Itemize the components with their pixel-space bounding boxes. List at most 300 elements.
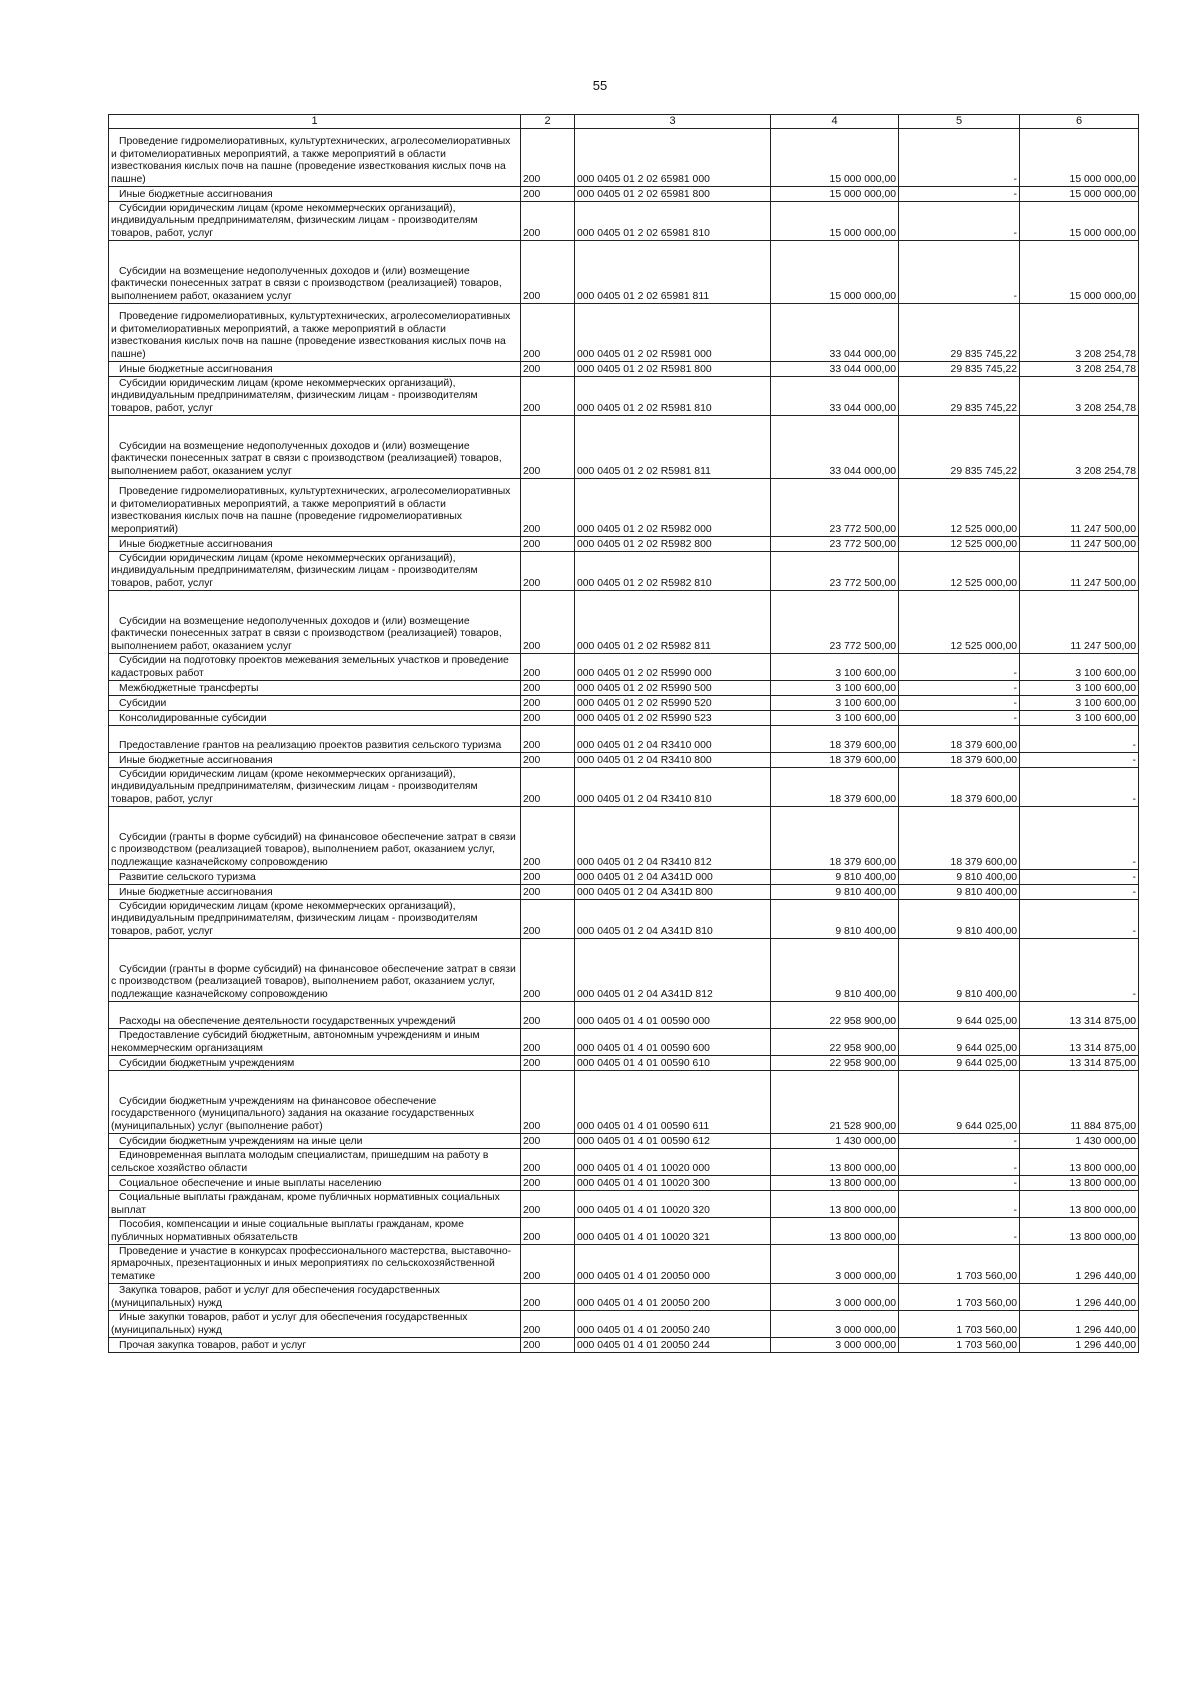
row-approved-amount: 9 810 400,00 [771,870,899,885]
row-description-text: Субсидии (гранты в форме субсидий) на финансовое обеспечение затрат в связи с производством (реализацией товаров), выполнением работ, оказанием услуг, подлежащие казначейскому сопровождению [111,963,516,1000]
row-code: 200 [521,1002,575,1029]
row-executed-amount: - [899,129,1020,187]
row-description [109,726,521,753]
row-code: 200 [521,1311,575,1338]
row-description-text: Развитие сельского туризма [119,871,256,883]
row-description-text: Единовременная выплата молодым специалистам, пришедшим на работу в сельское хозяйство области [111,1150,489,1174]
row-approved-amount: 23 772 500,00 [771,479,899,537]
row-description [109,696,521,711]
row-approved-amount: 13 800 000,00 [771,1191,899,1218]
page-number: 55 [592,78,608,93]
row-remaining-amount: 3 208 254,78 [1020,304,1139,362]
row-description [109,1149,521,1176]
row-approved-amount: 3 000 000,00 [771,1284,899,1311]
row-approved-amount: 23 772 500,00 [771,591,899,654]
row-executed-amount: - [899,187,1020,202]
table-row [109,1245,1139,1284]
row-executed-amount: - [899,1218,1020,1245]
row-budget-classification: 000 0405 01 2 02 R5990 000 [575,654,771,681]
row-description [109,129,521,187]
row-code: 200 [521,1056,575,1071]
row-code: 200 [521,416,575,479]
row-code: 200 [521,537,575,552]
row-remaining-amount: 1 296 440,00 [1020,1311,1139,1338]
row-remaining-amount: 11 247 500,00 [1020,479,1139,537]
row-code: 200 [521,591,575,654]
row-description [109,1245,521,1284]
row-executed-amount: 9 810 400,00 [899,900,1020,939]
row-remaining-amount: 11 247 500,00 [1020,591,1139,654]
row-approved-amount: 15 000 000,00 [771,187,899,202]
row-approved-amount: 3 100 600,00 [771,654,899,681]
row-budget-classification: 000 0405 01 2 02 R5990 523 [575,711,771,726]
row-remaining-amount: 11 247 500,00 [1020,537,1139,552]
row-description-text: Иные бюджетные ассигнования [119,886,273,898]
row-budget-classification: 000 0405 01 4 01 00590 611 [575,1071,771,1134]
row-executed-amount: 9 810 400,00 [899,939,1020,1002]
row-code: 200 [521,696,575,711]
row-description [109,1071,521,1134]
row-budget-classification: 000 0405 01 2 02 65981 811 [575,241,771,304]
row-budget-classification: 000 0405 01 2 04 А341D 000 [575,870,771,885]
row-executed-amount: - [899,711,1020,726]
row-code: 200 [521,870,575,885]
row-budget-classification: 000 0405 01 2 02 R5982 810 [575,552,771,591]
row-code: 200 [521,939,575,1002]
row-description [109,753,521,768]
row-description [109,654,521,681]
row-remaining-amount: 11 884 875,00 [1020,1071,1139,1134]
table-row [109,552,1139,591]
row-description-text: Социальное обеспечение и иные выплаты населению [119,1177,382,1189]
row-description-text: Субсидии бюджетным учреждениям [119,1057,295,1069]
row-remaining-amount: 3 208 254,78 [1020,362,1139,377]
table-row [109,187,1139,202]
row-executed-amount: 1 703 560,00 [899,1311,1020,1338]
row-executed-amount: 18 379 600,00 [899,753,1020,768]
row-remaining-amount: 13 800 000,00 [1020,1218,1139,1245]
row-code: 200 [521,753,575,768]
row-description-text: Субсидии на возмещение недополученных доходов и (или) возмещение фактически понесенных затрат в связи с производством (реализацией) товаров, выполнением работ, оказанием услуг [111,440,502,477]
row-remaining-amount: 15 000 000,00 [1020,241,1139,304]
row-executed-amount: - [899,654,1020,681]
row-description [109,187,521,202]
row-budget-classification: 000 0405 01 2 02 R5982 811 [575,591,771,654]
row-approved-amount: 21 528 900,00 [771,1071,899,1134]
row-code: 200 [521,900,575,939]
row-approved-amount: 15 000 000,00 [771,202,899,241]
row-description [109,552,521,591]
row-approved-amount: 18 379 600,00 [771,753,899,768]
row-approved-amount: 9 810 400,00 [771,885,899,900]
row-description [109,1134,521,1149]
row-budget-classification: 000 0405 01 2 02 R5981 800 [575,362,771,377]
row-code: 200 [521,1071,575,1134]
table-row [109,885,1139,900]
row-budget-classification: 000 0405 01 4 01 20050 244 [575,1338,771,1353]
row-executed-amount: 9 810 400,00 [899,870,1020,885]
row-approved-amount: 18 379 600,00 [771,807,899,870]
row-description [109,591,521,654]
table-row [109,1134,1139,1149]
row-budget-classification: 000 0405 01 4 01 20050 240 [575,1311,771,1338]
row-budget-classification: 000 0405 01 2 02 R5990 500 [575,681,771,696]
row-remaining-amount: 3 100 600,00 [1020,696,1139,711]
row-executed-amount: 9 644 025,00 [899,1071,1020,1134]
row-description-text: Прочая закупка товаров, работ и услуг [119,1339,307,1351]
row-code: 200 [521,1029,575,1056]
table-row [109,939,1139,1002]
budget-table [108,114,1139,1353]
row-approved-amount: 9 810 400,00 [771,900,899,939]
row-description-text: Межбюджетные трансферты [119,682,259,694]
table-row [109,1218,1139,1245]
row-description-text: Субсидии юридическим лицам (кроме некоммерческих организаций), индивидуальным предпринимателям, физическим лицам - производителям товаров, работ, услуг [111,377,478,414]
table-row [109,726,1139,753]
row-executed-amount: 9 810 400,00 [899,885,1020,900]
row-code: 200 [521,1176,575,1191]
row-description-text: Иные бюджетные ассигнования [119,538,273,550]
row-executed-amount: - [899,1134,1020,1149]
row-description-text: Проведение гидромелиоративных, культуртехнических, агролесомелиоративных и фитомелиоративных мероприятий, а также мероприятий в области известкования кислых почв на пашне (проведение гидромелиоративных мероприятий) [111,486,511,535]
table-row [109,681,1139,696]
row-description [109,711,521,726]
column-header: 4 [771,115,899,129]
row-remaining-amount: 3 100 600,00 [1020,654,1139,681]
row-budget-classification: 000 0405 01 4 01 10020 321 [575,1218,771,1245]
row-remaining-amount: 15 000 000,00 [1020,202,1139,241]
table-row [109,711,1139,726]
row-budget-classification: 000 0405 01 2 02 R5982 000 [575,479,771,537]
row-executed-amount: 18 379 600,00 [899,726,1020,753]
row-executed-amount: 12 525 000,00 [899,591,1020,654]
row-description-text: Субсидии юридическим лицам (кроме некоммерческих организаций), индивидуальным предпринимателям, физическим лицам - производителям товаров, работ, услуг [111,900,478,937]
row-approved-amount: 33 044 000,00 [771,416,899,479]
row-description-text: Субсидии юридическим лицам (кроме некоммерческих организаций), индивидуальным предпринимателям, физическим лицам - производителям товаров, работ, услуг [111,768,478,805]
row-code: 200 [521,377,575,416]
row-approved-amount: 33 044 000,00 [771,362,899,377]
table-row [109,591,1139,654]
row-description [109,1191,521,1218]
row-description-text: Проведение гидромелиоративных, культуртехнических, агролесомелиоративных и фитомелиоративных мероприятий, а также мероприятий в области известкования кислых почв на пашне (проведение известкования кислых почв на пашне) [111,136,511,185]
row-description [109,1311,521,1338]
row-executed-amount: - [899,681,1020,696]
row-code: 200 [521,1245,575,1284]
row-remaining-amount: - [1020,939,1139,1002]
row-budget-classification: 000 0405 01 2 04 R3410 800 [575,753,771,768]
row-description-text: Субсидии юридическим лицам (кроме некоммерческих организаций), индивидуальным предпринимателям, физическим лицам - производителям товаров, работ, услуг [111,552,478,589]
table-row [109,1002,1139,1029]
row-description-text: Субсидии бюджетным учреждениям на иные цели [119,1135,363,1147]
row-executed-amount: - [899,1191,1020,1218]
row-approved-amount: 18 379 600,00 [771,726,899,753]
row-remaining-amount: 1 430 000,00 [1020,1134,1139,1149]
row-approved-amount: 33 044 000,00 [771,377,899,416]
table-row [109,241,1139,304]
row-description-text: Субсидии юридическим лицам (кроме некоммерческих организаций), индивидуальным предпринимателям, физическим лицам - производителям товаров, работ, услуг [111,202,478,239]
row-description [109,537,521,552]
table-row [109,768,1139,807]
row-code: 200 [521,1284,575,1311]
row-budget-classification: 000 0405 01 2 04 R3410 810 [575,768,771,807]
row-description [109,304,521,362]
row-remaining-amount: - [1020,885,1139,900]
row-description [109,768,521,807]
row-description [109,1218,521,1245]
row-description-text: Иные бюджетные ассигнования [119,363,273,375]
row-code: 200 [521,187,575,202]
row-budget-classification: 000 0405 01 4 01 00590 612 [575,1134,771,1149]
row-executed-amount: 29 835 745,22 [899,362,1020,377]
row-description-text: Проведение и участие в конкурсах профессионального мастерства, выставочно-ярмарочных, презентационных и иных мероприятиях по сельскохозяйственной тематике [111,1245,512,1282]
row-executed-amount: 9 644 025,00 [899,1002,1020,1029]
row-remaining-amount: 15 000 000,00 [1020,129,1139,187]
row-description [109,1002,521,1029]
row-remaining-amount: 1 296 440,00 [1020,1245,1139,1284]
row-budget-classification: 000 0405 01 2 02 65981 810 [575,202,771,241]
row-description-text: Субсидии на подготовку проектов межевания земельных участков и проведение кадастровых работ [111,655,509,679]
row-description-text: Закупка товаров, работ и услуг для обеспечения государственных (муниципальных) нужд [111,1285,440,1309]
column-header: 6 [1020,115,1139,129]
row-description-text: Предоставление субсидий бюджетным, автономным учреждениям и иным некоммерческим организациям [111,1030,480,1054]
row-approved-amount: 23 772 500,00 [771,537,899,552]
row-budget-classification: 000 0405 01 4 01 00590 600 [575,1029,771,1056]
row-executed-amount: - [899,1149,1020,1176]
table-row [109,1191,1139,1218]
row-description [109,900,521,939]
row-approved-amount: 23 772 500,00 [771,552,899,591]
row-remaining-amount: 13 800 000,00 [1020,1191,1139,1218]
row-approved-amount: 3 100 600,00 [771,711,899,726]
row-description-text: Расходы на обеспечение деятельности государственных учреждений [119,1015,456,1027]
row-description [109,202,521,241]
row-description [109,416,521,479]
row-executed-amount: 9 644 025,00 [899,1029,1020,1056]
table-row [109,1071,1139,1134]
row-budget-classification: 000 0405 01 4 01 00590 610 [575,1056,771,1071]
row-budget-classification: 000 0405 01 2 04 R3410 000 [575,726,771,753]
row-remaining-amount: - [1020,768,1139,807]
row-description-text: Субсидии на возмещение недополученных доходов и (или) возмещение фактически понесенных затрат в связи с производством (реализацией) товаров, выполнением работ, оказанием услуг [111,265,502,302]
row-executed-amount: 12 525 000,00 [899,537,1020,552]
row-code: 200 [521,1134,575,1149]
row-description-text: Пособия, компенсации и иные социальные выплаты гражданам, кроме публичных нормативных обязательств [111,1219,464,1243]
row-remaining-amount: 3 208 254,78 [1020,416,1139,479]
table-row [109,1338,1139,1353]
row-approved-amount: 13 800 000,00 [771,1176,899,1191]
column-header: 2 [521,115,575,129]
row-remaining-amount: 1 296 440,00 [1020,1284,1139,1311]
row-remaining-amount: 3 100 600,00 [1020,681,1139,696]
table-row [109,129,1139,187]
table-header-row [109,115,1139,129]
row-remaining-amount: 15 000 000,00 [1020,187,1139,202]
row-code: 200 [521,654,575,681]
row-budget-classification: 000 0405 01 2 04 А341D 800 [575,885,771,900]
row-remaining-amount: 13 800 000,00 [1020,1149,1139,1176]
row-code: 200 [521,726,575,753]
row-budget-classification: 000 0405 01 4 01 10020 320 [575,1191,771,1218]
table-row [109,1029,1139,1056]
row-executed-amount: - [899,696,1020,711]
table-row [109,1311,1139,1338]
row-description-text: Проведение гидромелиоративных, культуртехнических, агролесомелиоративных и фитомелиоративных мероприятий, а также мероприятий в области известкования кислых почв на пашне (проведение известкования кислых почв на пашне) [111,311,511,360]
row-remaining-amount: - [1020,900,1139,939]
row-code: 200 [521,304,575,362]
row-code: 200 [521,202,575,241]
row-remaining-amount: 13 314 875,00 [1020,1056,1139,1071]
row-approved-amount: 3 000 000,00 [771,1311,899,1338]
row-executed-amount: 9 644 025,00 [899,1056,1020,1071]
row-description-text: Предоставление грантов на реализацию проектов развития сельского туризма [119,739,502,751]
table-row [109,304,1139,362]
table-row [109,1149,1139,1176]
row-budget-classification: 000 0405 01 2 04 R3410 812 [575,807,771,870]
row-description [109,1338,521,1353]
row-executed-amount: - [899,202,1020,241]
table-row [109,1284,1139,1311]
row-approved-amount: 18 379 600,00 [771,768,899,807]
row-remaining-amount: 13 314 875,00 [1020,1002,1139,1029]
row-budget-classification: 000 0405 01 2 02 R5990 520 [575,696,771,711]
row-description [109,241,521,304]
row-code: 200 [521,129,575,187]
table-row [109,900,1139,939]
row-budget-classification: 000 0405 01 2 04 А341D 810 [575,900,771,939]
row-approved-amount: 3 100 600,00 [771,681,899,696]
row-description [109,1176,521,1191]
row-remaining-amount: 3 100 600,00 [1020,711,1139,726]
row-remaining-amount: 13 314 875,00 [1020,1029,1139,1056]
row-budget-classification: 000 0405 01 4 01 20050 200 [575,1284,771,1311]
row-budget-classification: 000 0405 01 2 02 R5981 811 [575,416,771,479]
row-executed-amount: 1 703 560,00 [899,1245,1020,1284]
column-header: 1 [109,115,521,129]
row-description-text: Субсидии на возмещение недополученных доходов и (или) возмещение фактически понесенных затрат в связи с производством (реализацией) товаров, выполнением работ, оказанием услуг [111,615,502,652]
row-approved-amount: 1 430 000,00 [771,1134,899,1149]
row-budget-classification: 000 0405 01 2 02 R5982 800 [575,537,771,552]
row-description [109,885,521,900]
row-executed-amount: 29 835 745,22 [899,304,1020,362]
row-description [109,939,521,1002]
row-description-text: Субсидии бюджетным учреждениям на финансовое обеспечение государственного (муниципального) задания на оказание государственных (муниципальных) услуг (выполнение работ) [111,1095,475,1132]
row-description [109,479,521,537]
row-budget-classification: 000 0405 01 2 02 65981 800 [575,187,771,202]
row-code: 200 [521,241,575,304]
row-code: 200 [521,552,575,591]
row-description-text: Консолидированные субсидии [119,712,267,724]
row-description [109,1029,521,1056]
row-description-text: Иные бюджетные ассигнования [119,188,273,200]
row-budget-classification: 000 0405 01 4 01 00590 000 [575,1002,771,1029]
row-description [109,1056,521,1071]
table-row [109,377,1139,416]
table-row [109,807,1139,870]
row-description-text: Иные бюджетные ассигнования [119,754,273,766]
table-row [109,416,1139,479]
row-executed-amount: 18 379 600,00 [899,807,1020,870]
table-row [109,696,1139,711]
table-row [109,654,1139,681]
row-budget-classification: 000 0405 01 4 01 10020 300 [575,1176,771,1191]
row-description-text: Социальные выплаты гражданам, кроме публичных нормативных социальных выплат [111,1192,500,1216]
row-approved-amount: 22 958 900,00 [771,1056,899,1071]
table-row [109,753,1139,768]
row-approved-amount: 22 958 900,00 [771,1029,899,1056]
row-executed-amount: 12 525 000,00 [899,479,1020,537]
row-remaining-amount: - [1020,726,1139,753]
table-row [109,1176,1139,1191]
row-code: 200 [521,885,575,900]
row-budget-classification: 000 0405 01 2 04 А341D 812 [575,939,771,1002]
row-executed-amount: - [899,241,1020,304]
row-description-text: Субсидии [119,697,167,709]
row-description [109,870,521,885]
table-row [109,1056,1139,1071]
row-description [109,1284,521,1311]
row-executed-amount: - [899,1176,1020,1191]
row-approved-amount: 33 044 000,00 [771,304,899,362]
row-code: 200 [521,1338,575,1353]
row-code: 200 [521,768,575,807]
row-executed-amount: 12 525 000,00 [899,552,1020,591]
row-approved-amount: 3 000 000,00 [771,1338,899,1353]
row-approved-amount: 3 100 600,00 [771,696,899,711]
table-row [109,870,1139,885]
column-header: 5 [899,115,1020,129]
table-body [109,129,1139,1353]
row-executed-amount: 1 703 560,00 [899,1338,1020,1353]
row-approved-amount: 9 810 400,00 [771,939,899,1002]
row-remaining-amount: 3 208 254,78 [1020,377,1139,416]
row-remaining-amount: - [1020,870,1139,885]
row-code: 200 [521,1218,575,1245]
row-approved-amount: 15 000 000,00 [771,129,899,187]
row-approved-amount: 13 800 000,00 [771,1149,899,1176]
row-budget-classification: 000 0405 01 4 01 10020 000 [575,1149,771,1176]
column-header: 3 [575,115,771,129]
row-code: 200 [521,479,575,537]
row-description-text: Субсидии (гранты в форме субсидий) на финансовое обеспечение затрат в связи с производством (реализацией товаров), выполнением работ, оказанием услуг, подлежащие казначейскому сопровождению [111,831,516,868]
row-code: 200 [521,1149,575,1176]
row-code: 200 [521,807,575,870]
row-approved-amount: 3 000 000,00 [771,1245,899,1284]
row-budget-classification: 000 0405 01 4 01 20050 000 [575,1245,771,1284]
row-approved-amount: 15 000 000,00 [771,241,899,304]
row-remaining-amount: - [1020,807,1139,870]
row-description-text: Иные закупки товаров, работ и услуг для обеспечения государственных (муниципальных) нужд [111,1312,468,1336]
row-remaining-amount: 11 247 500,00 [1020,552,1139,591]
row-executed-amount: 29 835 745,22 [899,377,1020,416]
row-executed-amount: 18 379 600,00 [899,768,1020,807]
row-remaining-amount: 1 296 440,00 [1020,1338,1139,1353]
table-row [109,362,1139,377]
row-approved-amount: 13 800 000,00 [771,1218,899,1245]
table-row [109,479,1139,537]
row-description [109,681,521,696]
table-row [109,537,1139,552]
row-description [109,377,521,416]
row-code: 200 [521,681,575,696]
table-row [109,202,1139,241]
row-budget-classification: 000 0405 01 2 02 R5981 810 [575,377,771,416]
row-executed-amount: 1 703 560,00 [899,1284,1020,1311]
row-budget-classification: 000 0405 01 2 02 65981 000 [575,129,771,187]
row-budget-classification: 000 0405 01 2 02 R5981 000 [575,304,771,362]
row-executed-amount: 29 835 745,22 [899,416,1020,479]
row-approved-amount: 22 958 900,00 [771,1002,899,1029]
row-description [109,362,521,377]
